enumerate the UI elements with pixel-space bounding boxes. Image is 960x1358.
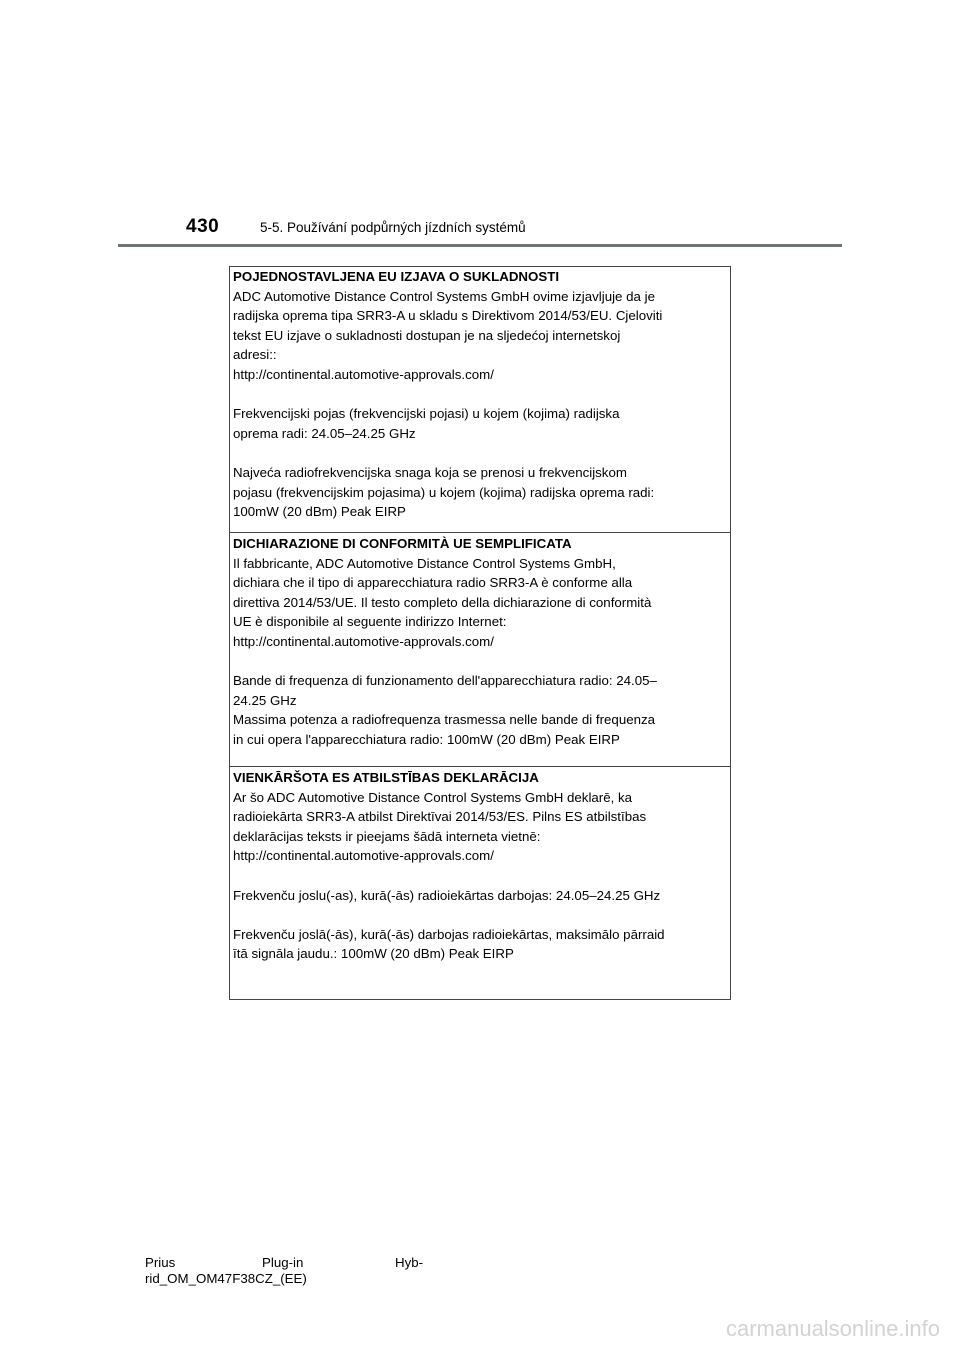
url-text: http://continental.automotive-approvals.com/ (233, 366, 494, 382)
paragraph (233, 463, 727, 522)
paragraph (233, 404, 727, 443)
text-line: ADC Automotive Distance Control Systems GmbH ovime izjavljuje da je (233, 288, 655, 304)
declaration-section-lv (230, 768, 730, 964)
url-text: http://continental.automotive-approvals.com/ (233, 848, 494, 864)
text-line: radijska oprema tipa SRR3-A u skladu s Direktivom 2014/53/EU. Cjeloviti (233, 308, 663, 324)
url-text: http://continental.automotive-approvals.com/ (233, 633, 494, 649)
section-heading: POJEDNOSTAVLJENA EU IZJAVA O SUKLADNOSTI (233, 269, 560, 284)
declaration-section-it (230, 534, 730, 750)
footer-word: Hyb- (395, 1255, 424, 1270)
page-number: 430 (186, 216, 220, 237)
section-heading: VIENKĀRŠOTA ES ATBILSTĪBAS DEKLARĀCIJA (233, 770, 539, 785)
section-title: 5-5. Používání podpůrných jízdních systémů (260, 220, 526, 235)
text-line: 24.25 GHz (233, 692, 297, 708)
text-line: ītā signāla jaudu.: 100mW (20 dBm) Peak EIRP (233, 946, 514, 962)
text-line: direttiva 2014/53/UE. Il testo completo della dichiarazione di conformità (233, 594, 652, 610)
text-line: Najveća radiofrekvencijska snaga koja se prenosi u frekvencijskom (233, 464, 627, 480)
paragraph (233, 671, 727, 749)
paragraph (233, 925, 727, 964)
text-line: 100mW (20 dBm) Peak EIRP (233, 504, 406, 520)
text-line: Bande di frequenza di funzionamento dell'apparecchiatura radio: 24.05– (233, 673, 657, 689)
section-divider (230, 532, 730, 533)
footer-word: Prius (145, 1255, 176, 1270)
text-line: Ar šo ADC Automotive Distance Control Systems GmbH deklarē, ka (233, 789, 633, 805)
header-rule (118, 244, 842, 247)
page-header (186, 216, 526, 242)
text-line: adresi:: (233, 347, 277, 363)
footer-line (145, 1255, 423, 1271)
paragraph (233, 788, 727, 866)
text-line: pojasu (frekvencijskim pojasima) u kojem (kojima) radijska oprema radi: (233, 484, 655, 500)
paragraph (233, 287, 727, 385)
watermark: carmanualsonline.info (725, 1316, 940, 1341)
text-line: Frekvenču joslā(-ās), kurā(-ās) darbojas radioiekārtas, maksimālo pārraid (233, 926, 665, 942)
text-line: Il fabbricante, ADC Automotive Distance Control Systems GmbH, (233, 555, 616, 571)
text-line: Frekvencijski pojas (frekvencijski pojasi) u kojem (kojima) radijska (233, 406, 620, 422)
text-line: in cui opera l'apparecchiatura radio: 100mW (20 dBm) Peak EIRP (233, 731, 620, 747)
footer-line: rid_OM_OM47F38CZ_(EE) (145, 1271, 307, 1286)
paragraph (233, 554, 727, 652)
footer-word: Plug-in (262, 1255, 304, 1270)
declaration-box (229, 266, 731, 1000)
text-line: UE è disponibile al seguente indirizzo Internet: (233, 614, 507, 630)
section-divider (230, 766, 730, 767)
text-line: oprema radi: 24.05–24.25 GHz (233, 425, 416, 441)
paragraph (233, 886, 727, 906)
page-footer (145, 1255, 423, 1287)
text-line: tekst EU izjave o sukladnosti dostupan je na sljedećoj internetskoj (233, 327, 621, 343)
text-line: dichiara che il tipo di apparecchiatura radio SRR3-A è conforme alla (233, 575, 633, 591)
text-line: Frekvenču joslu(-as), kurā(-ās) radioiekārtas darbojas: 24.05–24.25 GHz (233, 887, 661, 903)
section-heading: DICHIARAZIONE DI CONFORMITÀ UE SEMPLIFICATA (233, 536, 572, 551)
text-line: radioiekārta SRR3-A atbilst Direktīvai 2014/53/ES. Pilns ES atbilstības (233, 809, 647, 825)
text-line: Massima potenza a radiofrequenza trasmessa nelle bande di frequenza (233, 712, 656, 728)
text-line: deklarācijas teksts ir pieejams šādā interneta vietnē: (233, 828, 541, 844)
declaration-section-hr (230, 267, 730, 522)
